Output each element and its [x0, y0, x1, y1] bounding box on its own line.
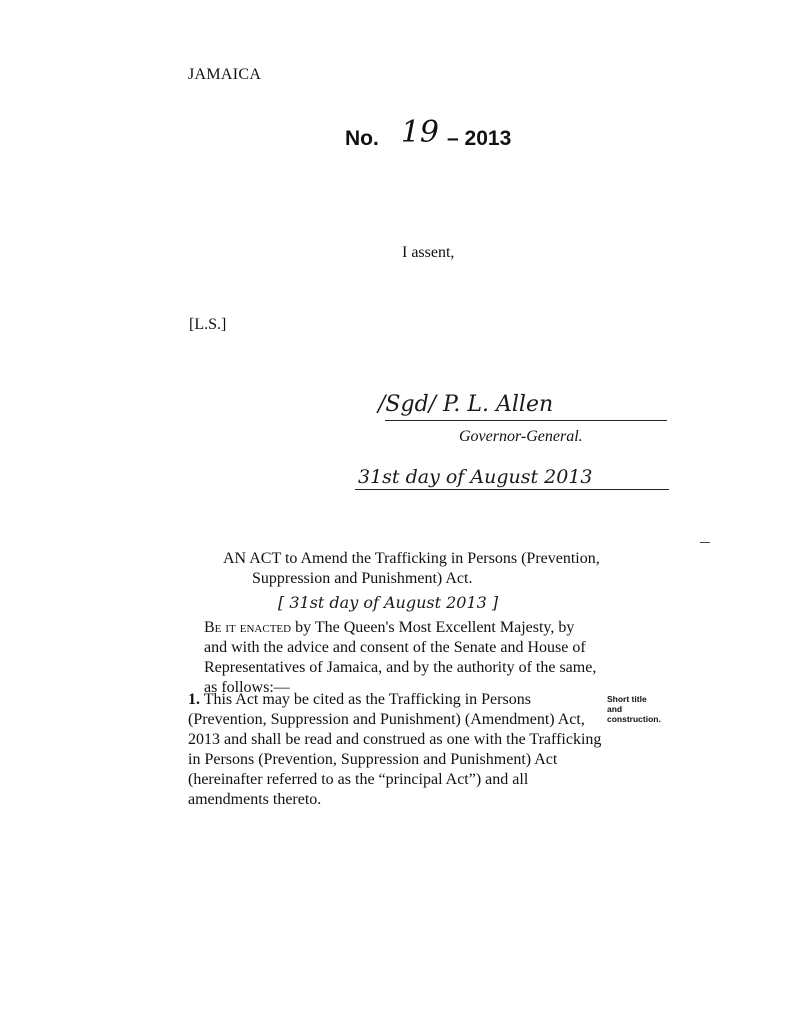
- margin-note-short-title: [607, 694, 677, 724]
- section-1: [188, 690, 602, 810]
- act-number-prefix: No.: [345, 127, 379, 150]
- assent-date-handwritten: 31st day of August 2013: [358, 466, 593, 488]
- assent-text: I assent,: [402, 244, 455, 261]
- margin-dash: [700, 542, 710, 543]
- act-title-line-2: Suppression and Punishment) Act.: [252, 570, 473, 587]
- country-heading: JAMAICA: [188, 66, 262, 83]
- seal-marker: [L.S.]: [189, 316, 227, 333]
- act-date-handwritten: [ 31st day of August 2013 ]: [278, 593, 499, 612]
- date-line: [355, 489, 669, 490]
- signature-line: [385, 420, 667, 421]
- act-title-line-1: AN ACT to Amend the Trafficking in Persons (Prevention,: [223, 550, 600, 567]
- margin-note-line: construction.: [607, 714, 661, 724]
- act-number-year: – 2013: [447, 127, 512, 150]
- governor-signature: /Sgd/ P. L. Allen: [378, 392, 554, 417]
- enacting-clause: [204, 618, 600, 698]
- section-1-text: This Act may be cited as the Trafficking in Persons (Prevention, Suppression and Punishment) (Amendment) Act, 2013 and shall be read and construed as one with the Trafficking in Persons (Prevention, Suppression and Punishment) Act (hereinafter referred to as the “principal Act”) and all amendments thereto.: [188, 691, 602, 808]
- margin-note-line: Short title: [607, 694, 647, 704]
- act-number: [345, 115, 512, 153]
- margin-note-line: and: [607, 704, 623, 714]
- enacting-words: Be it enacted: [204, 619, 292, 636]
- section-1-number: 1.: [188, 691, 200, 708]
- signatory-title: Governor-General.: [459, 428, 583, 445]
- act-number-handwritten: 19: [400, 115, 440, 150]
- enacting-clause-text: by The Queen's Most Excellent Majesty, by and with the advice and consent of the Senate and House of Representatives of Jamaica, and by the authority of the same, as follows:—: [204, 619, 597, 696]
